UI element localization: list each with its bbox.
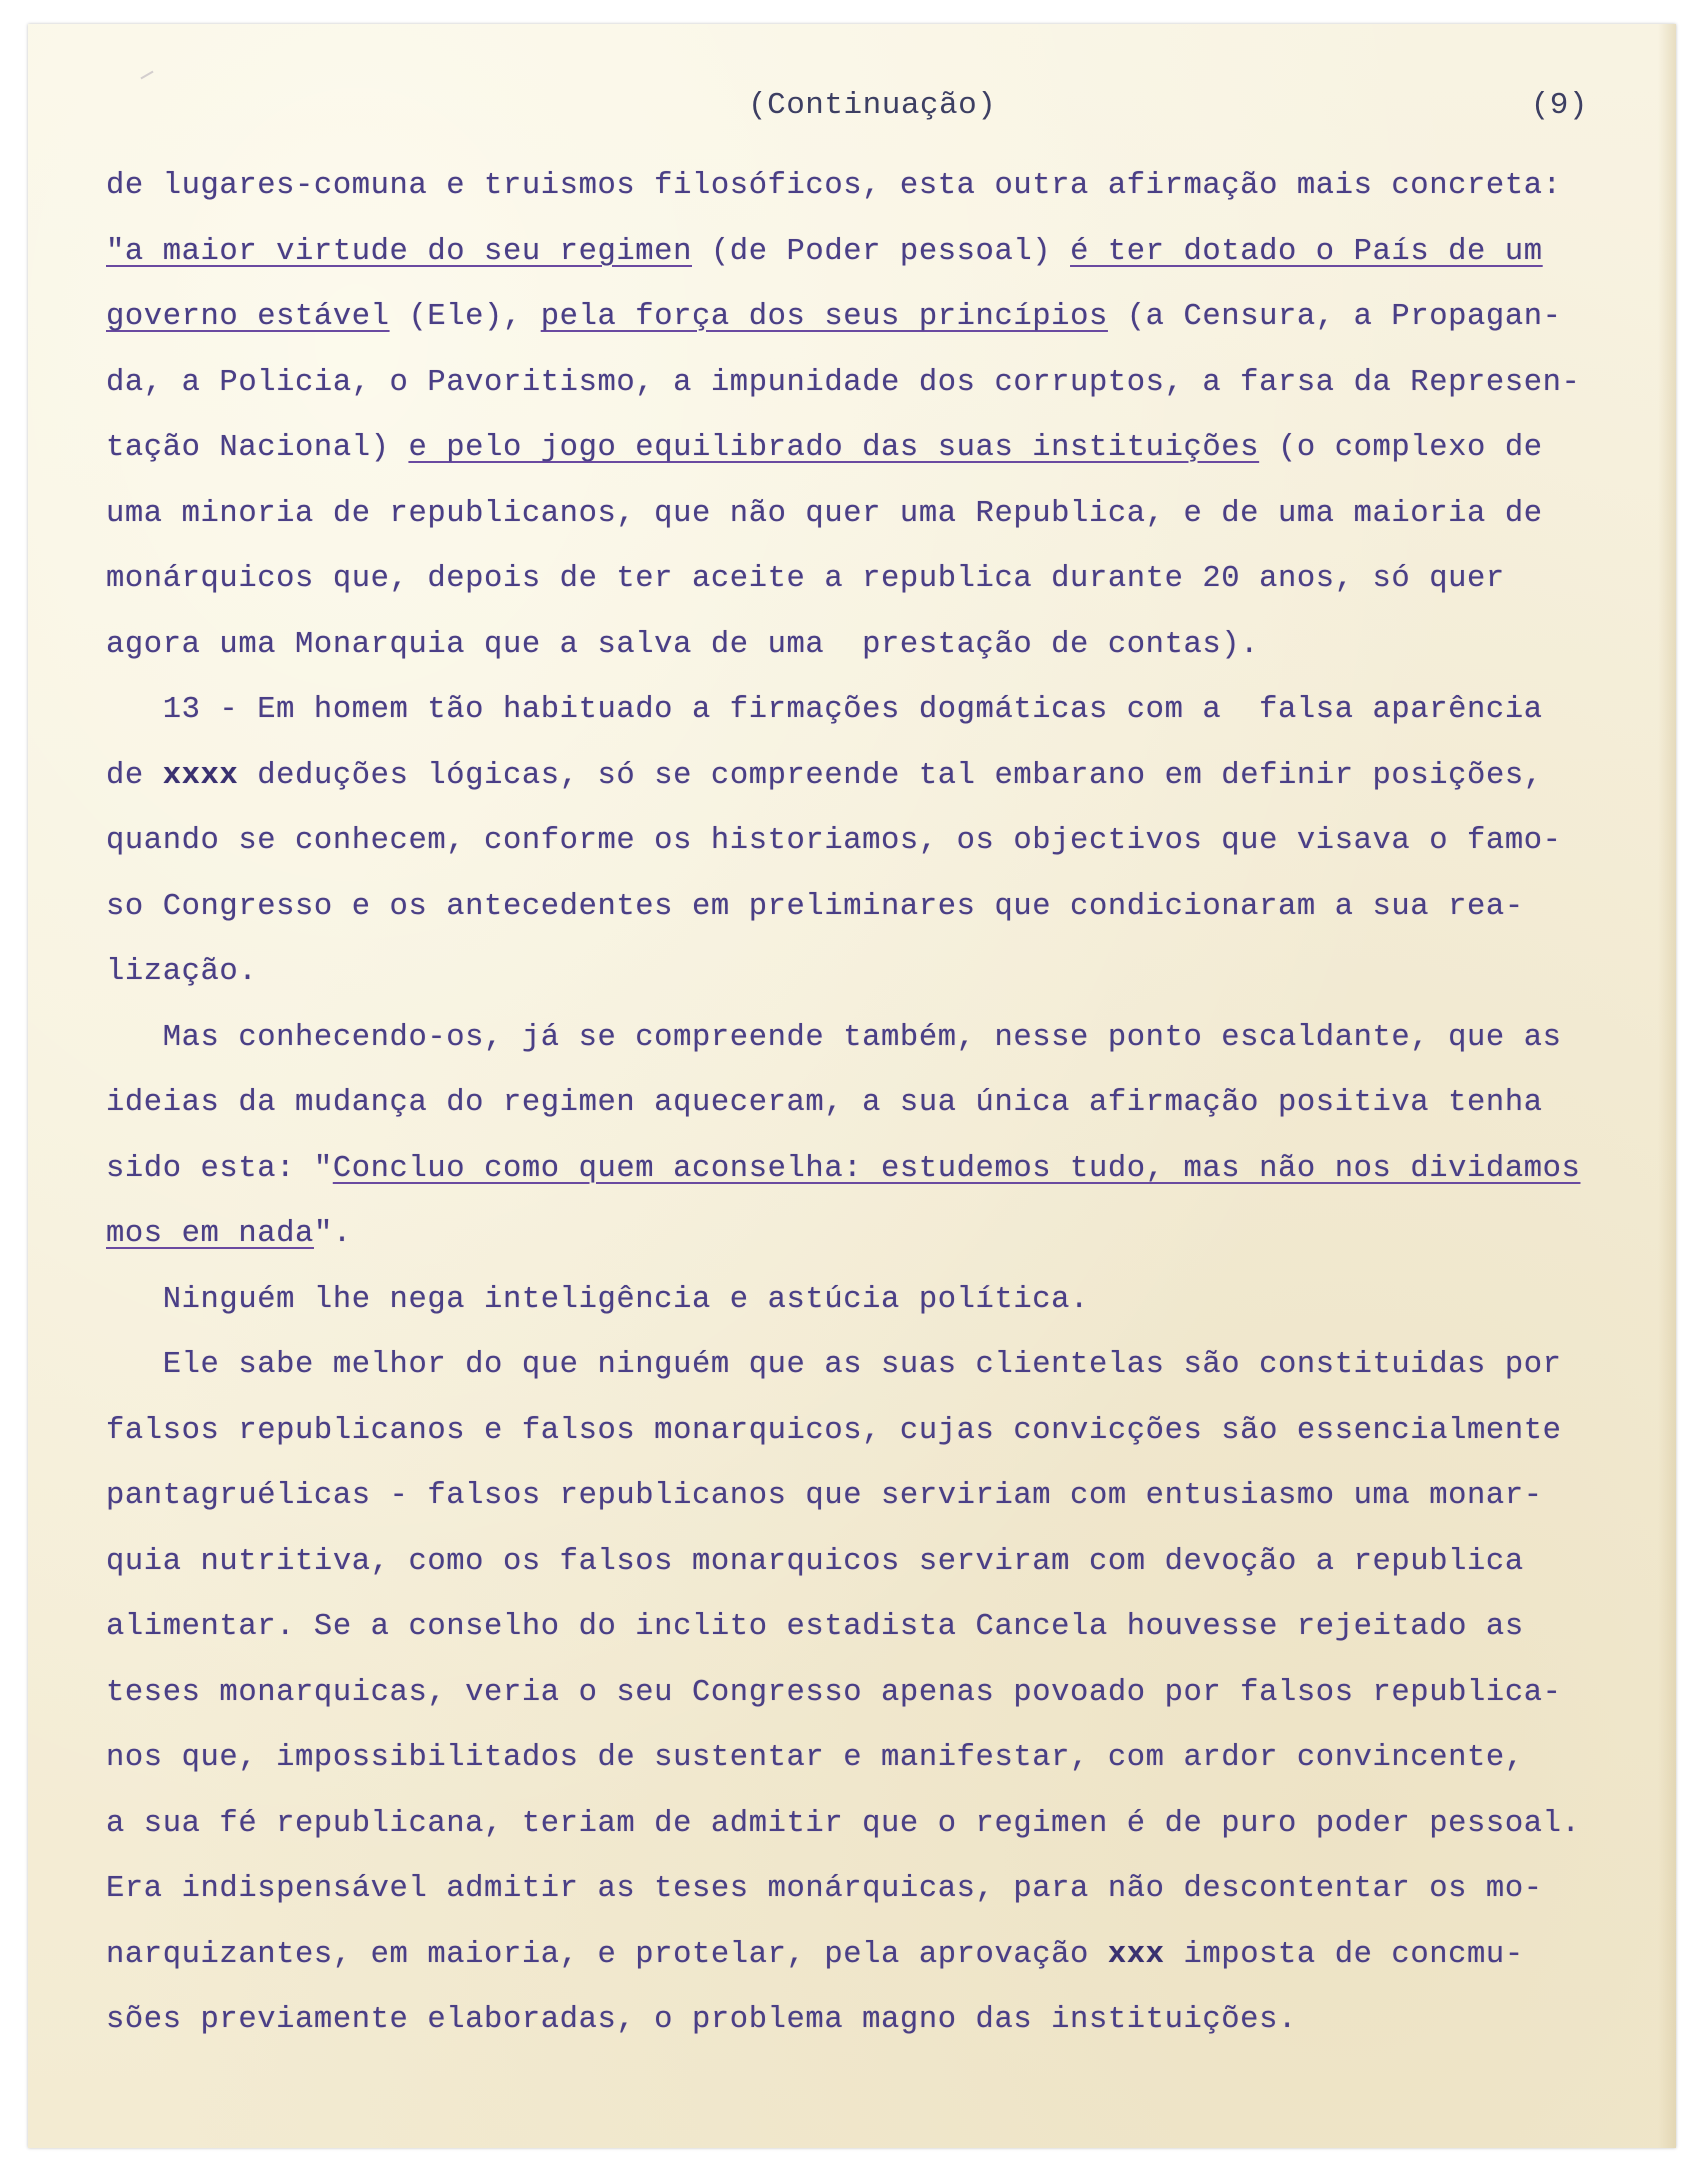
text-segment: nos que, impossibilitados de sustentar e manifestar, com ardor convincente, [106,1741,1524,1775]
text-line [106,1661,1676,1727]
text-line [106,1006,1676,1072]
text-line [106,1530,1676,1596]
struck-through-word: xxxx [162,758,239,793]
text-segment: da, a Policia, o Pavoritismo, a impunidade dos corruptos, a farsa da Represen- [106,365,1581,400]
text-line [106,809,1676,875]
text-line [106,1792,1676,1858]
page-number: (9) [1530,88,1588,123]
text-segment: uma minoria de republicanos, que não quer uma Republica, e de uma maioria de [106,496,1543,531]
paper-sheet [28,24,1676,2148]
text-segment: so Congresso e os antecedentes em preliminares que condicionaram a sua rea- [106,889,1524,924]
text-segment: (a Censura, a Propagan- [1107,300,1562,334]
text-line [106,1137,1676,1203]
text-segment: quando se conhecem, conforme os historiamos, os objectivos que visava o famo- [106,824,1562,858]
text-segment: teses monarquicas, veria o seu Congresso apenas povoado por falsos republica- [106,1675,1562,1710]
text-segment: Era indispensável admitir as teses monárquicas, para não descontentar os mo- [106,1872,1543,1906]
paper-smudge-mark [140,71,153,80]
text-segment: imposta de concmu- [1164,1937,1524,1972]
text-line [106,613,1676,679]
text-line [106,154,1676,220]
text-line [106,1071,1676,1137]
text-segment: deduções lógicas, só se compreende tal embarano em definir posições, [238,758,1543,793]
underlined-quote: pela força dos seus princípios [540,300,1108,334]
text-line [106,416,1676,482]
underlined-quote: governo estável [106,300,390,334]
text-segment: 13 - Em homem tão habituado a firmações dogmáticas com a falsa aparência [106,693,1543,727]
text-segment: a sua fé republicana, teriam de admitir que o regimen é de puro poder pessoal. [106,1806,1581,1841]
text-segment: tação Nacional) [106,431,409,465]
page-header [28,88,1676,138]
underlined-quote: e pelo jogo equilibrado das suas instituições [408,431,1260,465]
text-segment: Mas conhecendo-os, já se compreende também, nesse ponto escaldante, que as [106,1020,1562,1055]
text-line [106,220,1676,286]
text-segment: sido esta: " [106,1151,333,1186]
text-line [106,1464,1676,1530]
text-line [106,1333,1676,1399]
text-segment: sões previamente elaboradas, o problema magno das instituições. [106,2003,1297,2037]
text-segment: alimentar. Se a conselho do inclito estadista Cancela houvesse rejeitado as [106,1610,1524,1644]
text-segment: pantagruélicas - falsos republicanos que serviriam com entusiasmo uma monar- [106,1479,1543,1513]
text-line [106,547,1676,613]
text-segment: (de Poder pessoal) [692,234,1071,269]
text-segment: narquizantes, em maioria, e protelar, pela aprovação [106,1937,1108,1972]
text-segment: (Ele), [389,300,541,334]
text-segment: quia nutritiva, como os falsos monarquicos serviram com devoção a republica [106,1544,1524,1579]
underlined-quote: "a maior virtude do seu regimen [106,234,692,269]
text-line [106,1857,1676,1923]
text-segment: de lugares-comuna e truismos filosóficos, esta outra afirmação mais concreta: [106,169,1562,203]
struck-through-word: xxx [1107,1937,1165,1972]
text-line [106,744,1676,810]
text-line [106,1988,1676,2054]
text-line [106,678,1676,744]
text-segment: Ele sabe melhor do que ninguém que as suas clientelas são constituidas por [106,1348,1562,1382]
text-line [106,1202,1676,1268]
text-line [106,1595,1676,1661]
text-segment: (o complexo de [1259,431,1543,465]
text-segment: de [106,758,163,793]
underlined-quote: Concluo como quem aconselha: estudemos tudo, mas não nos dividamos [332,1151,1581,1186]
text-segment: agora uma Monarquia que a salva de uma prestação de contas). [106,627,1260,662]
text-segment: falsos republicanos e falsos monarquicos, cujas convicções são essencialmente [106,1413,1562,1448]
header-title: (Continuação) [748,88,997,123]
text-line [106,285,1676,351]
text-line [106,940,1676,1006]
text-line [106,1268,1676,1334]
typed-body-text [106,154,1676,2054]
underlined-quote: mos em nada [106,1217,314,1251]
text-line [106,482,1676,548]
text-segment: monárquicos que, depois de ter aceite a republica durante 20 anos, só quer [106,562,1505,596]
text-line [106,1399,1676,1465]
text-segment: Ninguém lhe nega inteligência e astúcia política. [106,1282,1089,1317]
text-line [106,1923,1676,1989]
text-line [106,351,1676,417]
text-segment: ". [313,1217,352,1251]
text-segment: ideias da mudança do regimen aqueceram, a sua única afirmação positiva tenha [106,1086,1543,1120]
text-segment: lização. [106,955,258,989]
text-line [106,875,1676,941]
underlined-quote: é ter dotado o País de um [1070,234,1543,269]
text-line [106,1726,1676,1792]
